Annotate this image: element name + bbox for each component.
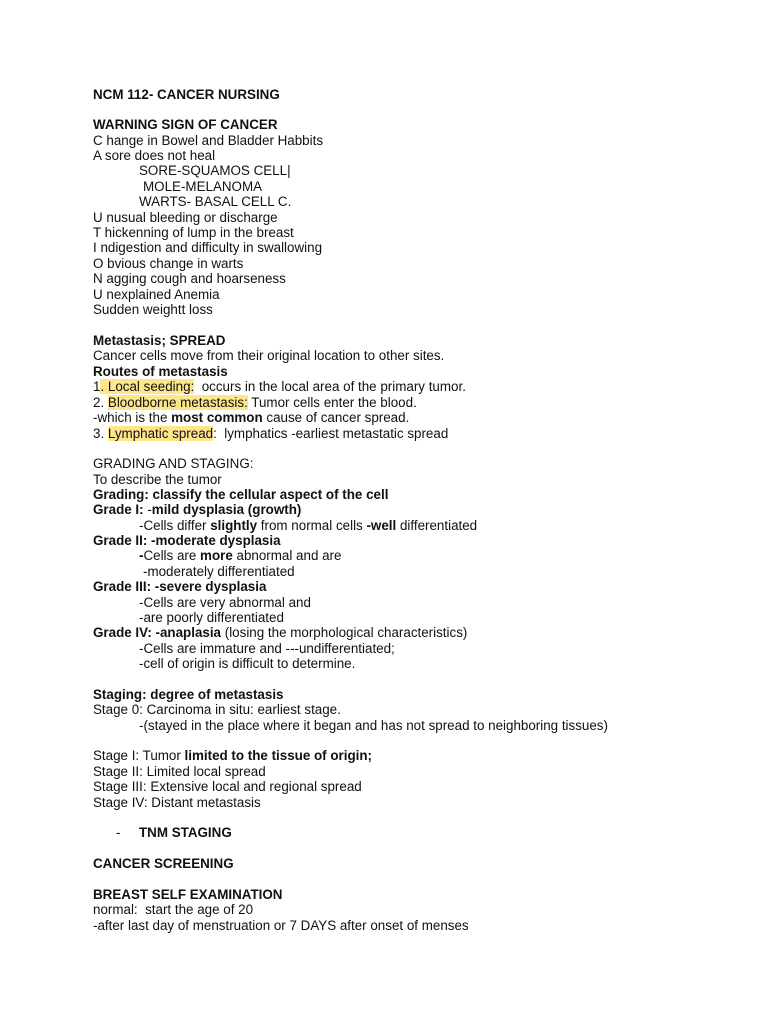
warning-line: C hange in Bowel and Bladder Habbits: [93, 133, 324, 148]
grade-2: Grade II: -moderate dysplasia: [93, 533, 281, 548]
grade-1-detail: -Cells differ slightly from normal cells -well differentiated: [139, 518, 478, 533]
route-lymphatic: 3. Lymphatic spread: lymphatics -earliest metastatic spread: [93, 426, 449, 441]
highlight-mark: . Local seeding:: [100, 379, 195, 394]
bse-line: -after last day of menstruation or 7 DAYS after onset of menses: [93, 918, 469, 933]
warning-line: T hickenning of lump in the breast: [93, 225, 294, 240]
stage-2: Stage II: Limited local spread: [93, 764, 266, 779]
screening-heading: CANCER SCREENING: [93, 856, 234, 871]
metastasis-heading: Metastasis; SPREAD: [93, 333, 226, 348]
document-title: NCM 112- CANCER NURSING: [93, 87, 280, 102]
warning-line: U nusual bleeding or discharge: [93, 210, 278, 225]
stage-4: Stage IV: Distant metastasis: [93, 795, 261, 810]
grade-4: Grade IV: -anaplasia (losing the morphological characteristics): [93, 625, 468, 640]
grade-1: Grade I: -mild dysplasia (growth): [93, 502, 302, 517]
tnm-staging: TNM STAGING: [139, 825, 232, 840]
grade-2-detail: -Cells are more abnormal and are: [139, 548, 342, 563]
warning-subline: SORE-SQUAMOS CELL|: [139, 163, 291, 178]
grading-definition: Grading: classify the cellular aspect of the cell: [93, 487, 389, 502]
warning-line: A sore does not heal: [93, 148, 216, 163]
bse-heading: BREAST SELF EXAMINATION: [93, 887, 283, 902]
grade-4-detail: -Cells are immature and ---undifferentiated;: [139, 641, 395, 656]
route-bloodborne-note: -which is the most common cause of cancer spread.: [93, 410, 410, 425]
highlight-mark: Bloodborne metastasis:: [107, 395, 248, 410]
warning-subline: WARTS- BASAL CELL C.: [139, 194, 292, 209]
bse-line: normal: start the age of 20: [93, 902, 254, 917]
stage-0-detail: -(stayed in the place where it began and has not spread to neighboring tissues): [139, 718, 608, 733]
grading-heading: GRADING AND STAGING:: [93, 456, 254, 471]
grade-3-detail: -Cells are very abnormal and: [139, 595, 311, 610]
warning-line: I ndigestion and difficulty in swallowing: [93, 240, 323, 255]
grade-4-detail: -cell of origin is difficult to determine.: [139, 656, 356, 671]
warning-heading: WARNING SIGN OF CANCER: [93, 117, 278, 132]
grade-2-detail: -moderately differentiated: [143, 564, 295, 579]
staging-heading: Staging: degree of metastasis: [93, 687, 284, 702]
grade-3-detail: -are poorly differentiated: [139, 610, 284, 625]
warning-subline: MOLE-MELANOMA: [143, 179, 263, 194]
warning-line: U nexplained Anemia: [93, 287, 220, 302]
stage-3: Stage III: Extensive local and regional spread: [93, 779, 362, 794]
route-bloodborne: 2. Bloodborne metastasis: Tumor cells enter the blood.: [93, 395, 417, 410]
stage-0: Stage 0: Carcinoma in situ: earliest stage.: [93, 702, 341, 717]
highlight-mark: Lymphatic spread: [107, 426, 214, 441]
grading-description: To describe the tumor: [93, 472, 222, 487]
routes-heading: Routes of metastasis: [93, 364, 228, 379]
warning-line: Sudden weightt loss: [93, 302, 213, 317]
list-bullet: -: [116, 825, 121, 840]
warning-line: O bvious change in warts: [93, 256, 244, 271]
grade-3: Grade III: -severe dysplasia: [93, 579, 267, 594]
warning-line: N agging cough and hoarseness: [93, 271, 286, 286]
metastasis-description: Cancer cells move from their original location to other sites.: [93, 348, 445, 363]
route-local-seeding: 1. Local seeding: occurs in the local area of the primary tumor.: [93, 379, 466, 394]
stage-1: Stage I: Tumor limited to the tissue of origin;: [93, 748, 373, 763]
